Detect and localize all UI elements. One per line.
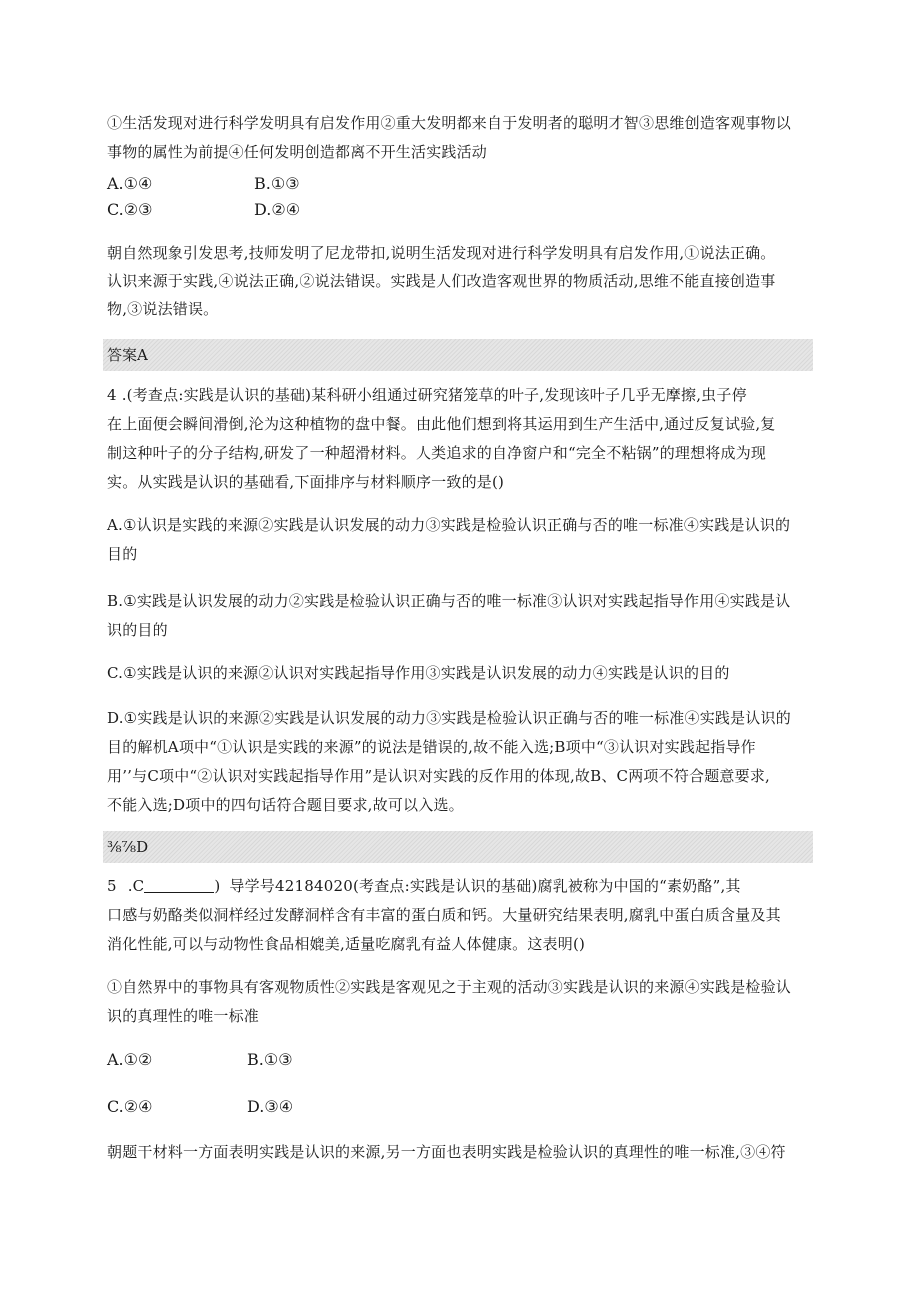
- q3-analysis-line-2: 认识来源于实践,④说法正确,②说法错误。实践是人们改造客观世界的物质活动,思维不能直接创造事: [107, 272, 776, 290]
- q4-analysis-line-1: 目的解机A项中“①认识是实践的来源”的说法是错误的,故不能入选;B项中“③认识对实践起指导作: [107, 738, 756, 756]
- q4-option-b-line-2: 识的目的: [107, 621, 168, 639]
- q3-option-b: B.①③: [254, 174, 300, 193]
- q5-option-d: D.③④: [247, 1097, 294, 1116]
- q5-number: 5: [107, 877, 117, 895]
- q4-stem-line-2: 在上面便会瞬间滑倒,沦为这种植物的盘中餐。由此他们想到将其运用到生产生活中,通过反复试验,复: [107, 415, 776, 433]
- q5-close-paren: ): [214, 877, 221, 895]
- q5-stem-line-1: [107, 876, 741, 896]
- q5-option-a: A.①②: [107, 1050, 153, 1069]
- q4-option-a-line-2: 目的: [107, 545, 138, 563]
- q5-stem-line-3: 消化性能,可以与动物性食品相媲美,适量吃腐乳有益人体健康。这表明(): [107, 935, 586, 953]
- q4-answer-band: [103, 831, 813, 863]
- q4-stem-line-4: 实。从实践是认识的基础看,下面排序与材料顺序一致的是(): [107, 473, 505, 491]
- q5-answer-blank: [144, 876, 214, 893]
- q3-stem-line-2: 事物的属性为前提④任何发明创造都离不开生活实践活动: [107, 143, 488, 161]
- q4-analysis-line-2: 用’’与C项中“②认识对实践起指导作用”是认识对实践的反作用的体现,故B、C两项不符合题意要求,: [107, 767, 770, 785]
- q3-option-d: D.②④: [254, 200, 301, 219]
- q5-option-b: B.①③: [247, 1050, 293, 1069]
- q3-analysis-line-1: 朝自然现象引发思考,技师发明了尼龙带扣,说明生活发现对进行科学发明具有启发作用,①说法正确。: [107, 244, 776, 262]
- q4-stem-line-3: 制这种叶子的分子结构,研发了一种超滑材料。人类追求的自净窗户和“完全不粘锅”的理想将成为现: [107, 444, 767, 462]
- q3-option-c: C.②③: [107, 200, 153, 219]
- q4-answer-label: ⅜⅞D: [107, 838, 149, 856]
- q3-analysis-line-3: 物,③说法错误。: [107, 300, 219, 318]
- q4-option-a-line-1: A.①认识是实践的来源②实践是认识发展的动力③实践是检验认识正确与否的唯一标准④实践是认识的: [107, 516, 791, 534]
- q3-stem-line-1: ①生活发现对进行科学发明具有启发作用②重大发明都来自于发明者的聪明才智③思维创造客观事物以: [107, 114, 792, 132]
- q5-analysis-line-1: 朝题干材料一方面表明实践是认识的来源,另一方面也表明实践是检验认识的真理性的唯一标准,③④符: [107, 1143, 786, 1161]
- q5-stem-text: 导学号42184020(考查点:实践是认识的基础)腐乳被称为中国的“素奶酪”,其: [229, 877, 741, 895]
- q4-option-d-line-1: D.①实践是认识的来源②实践是认识发展的动力③实践是检验认识正确与否的唯一标准④实践是认识的: [107, 709, 791, 727]
- q4-option-b-line-1: B.①实践是认识发展的动力②实践是检验认识正确与否的唯一标准③认识对实践起指导作用④实践是认: [107, 592, 791, 610]
- q3-option-a: A.①④: [107, 174, 153, 193]
- q5-stem-line-2: 口感与奶酪类似洞样经过发酵洞样含有丰富的蛋白质和钙。大量研究结果表明,腐乳中蛋白质含量及其: [107, 906, 781, 924]
- q5-option-c: C.②④: [107, 1097, 153, 1116]
- q5-answer-prefix: .C: [127, 877, 145, 895]
- q5-items-line-2: 识的真理性的唯一标准: [107, 1007, 260, 1025]
- q3-answer-label: 答案A: [107, 346, 148, 364]
- q5-items-line-1: ①自然界中的事物具有客观物质性②实践是客观见之于主观的活动③实践是认识的来源④实践是检验认: [107, 978, 792, 996]
- q4-analysis-line-3: 不能入选;D项中的四句话符合题目要求,故可以入选。: [107, 796, 464, 814]
- q4-stem-line-1: 4 .(考查点:实践是认识的基础)某科研小组通过研究猪笼草的叶子,发现该叶子几乎无摩擦,虫子停: [107, 386, 747, 404]
- q3-answer-band: [103, 339, 813, 371]
- q4-option-c-line-1: C.①实践是认识的来源②认识对实践起指导作用③实践是认识发展的动力④实践是认识的目的: [107, 664, 730, 682]
